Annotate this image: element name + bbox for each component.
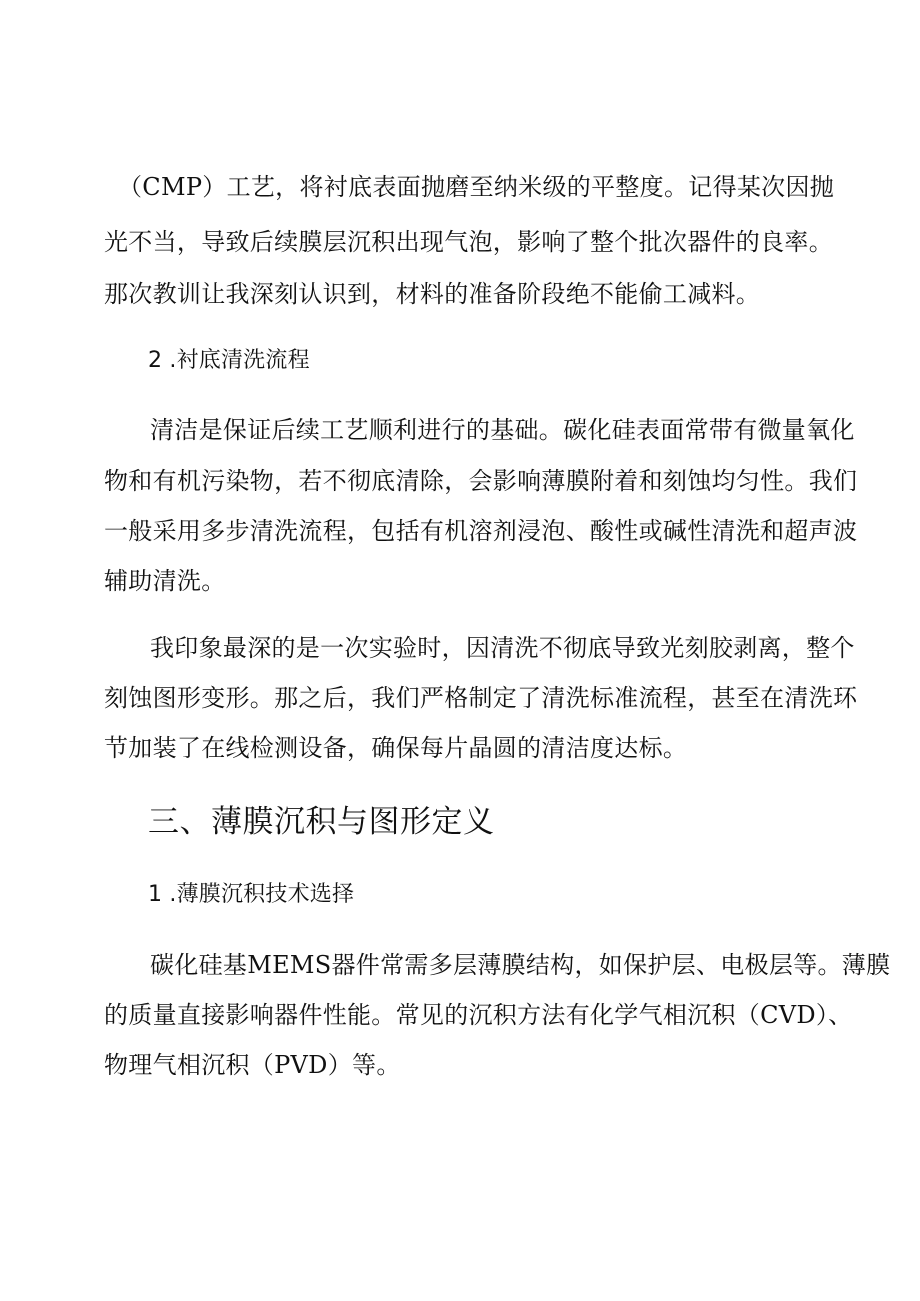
- section-heading: 1 .薄膜沉积技术选择: [148, 882, 355, 907]
- paragraph-line: （CMP）工艺，将衬底表面抛磨至纳米级的平整度。记得某次因抛: [118, 173, 835, 201]
- paragraph-line: 物理气相沉积（PVD）等。: [104, 1051, 401, 1079]
- paragraph-line: 光不当，导致后续膜层沉积出现气泡，影响了整个批次器件的良率。: [104, 228, 833, 256]
- paragraph-line: 物和有机污染物，若不彻底清除，会影响薄膜附着和刻蚀均匀性。我们: [104, 467, 858, 495]
- paragraph-line: 我印象最深的是一次实验时，因清洗不彻底导致光刻胶剥离，整个: [150, 634, 855, 662]
- chapter-heading: 三、薄膜沉积与图形定义: [148, 804, 495, 840]
- paragraph-line: 碳化硅基MEMS器件常需多层薄膜结构，如保护层、电极层等。薄膜: [150, 951, 891, 979]
- paragraph-line: 刻蚀图形变形。那之后，我们严格制定了清洗标准流程，甚至在清洗环: [104, 684, 858, 712]
- paragraph-line: 一般采用多步清洗流程，包括有机溶剂浸泡、酸性或碱性清洗和超声波: [104, 517, 858, 545]
- paragraph-line: 节加装了在线检测设备，确保每片晶圆的清洁度达标。: [104, 734, 688, 762]
- paragraph-line: 清洁是保证后续工艺顺利进行的基础。碳化硅表面常带有微量氧化: [150, 416, 855, 444]
- paragraph-line: 辅助清洗。: [104, 567, 226, 595]
- paragraph-line: 的质量直接影响器件性能。常见的沉积方法有化学气相沉积（CVD）、: [104, 1001, 853, 1029]
- section-heading: 2 .衬底清洗流程: [148, 348, 310, 373]
- paragraph-line: 那次教训让我深刻认识到，材料的准备阶段绝不能偷工减料。: [104, 280, 761, 308]
